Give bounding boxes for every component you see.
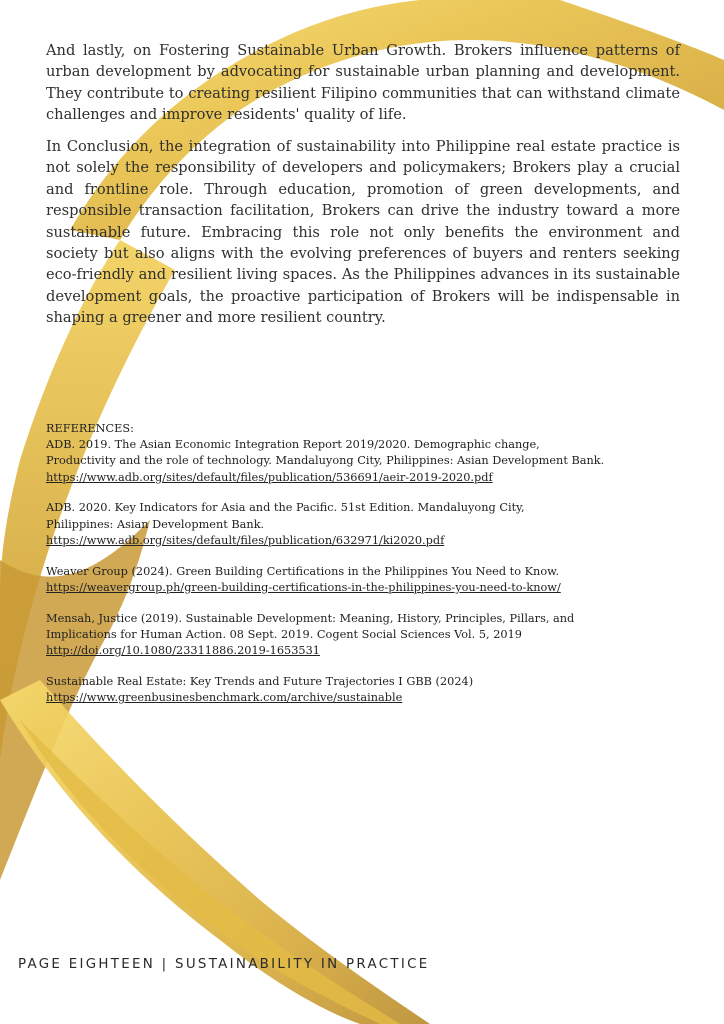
- reference-text-line: ADB. 2020. Key Indicators for Asia and the Pacific. 51st Edition. Mandaluyong City,: [46, 501, 525, 515]
- reference-text-line: Mensah, Justice (2019). Sustainable Development: Meaning, History, Principles, Pillars, and: [46, 611, 575, 625]
- reference-item: [46, 437, 686, 486]
- references-section: [46, 421, 686, 721]
- reference-text-line: Sustainable Real Estate: Key Trends and Future Trajectories I GBB (2024): [46, 674, 474, 688]
- gold-stroke-bottom-sweep: [0, 680, 430, 1024]
- reference-item: [46, 611, 686, 660]
- reference-link[interactable]: http://doi.org/10.1080/23311886.2019-1653531: [46, 644, 320, 658]
- reference-text-line: Productivity and the role of technology. Mandaluyong City, Philippines: Asian Development Bank.: [46, 454, 605, 468]
- body-paragraph-2: In Conclusion, the integration of sustainability into Philippine real estate practice is not solely the responsibility of developers and policymakers; Brokers play a crucial and frontline role. Through education, promotion of green developments, and responsible transaction facilitation, Brokers can drive the industry toward a more sustainable future. Embracing this role not only benefits the environment and society but also aligns with the evolving preferences of buyers and renters seeking eco-friendly and resilient living spaces. As the Philippines advances in its sustainable development goals, the proactive participation of Brokers will be indispensable in shaping a greener and more resilient country.: [46, 138, 680, 327]
- reference-link[interactable]: https://www.adb.org/sites/default/files/publication/632971/ki2020.pdf: [46, 533, 445, 547]
- references-heading: REFERENCES:: [46, 422, 134, 435]
- reference-text-line: ADB. 2019. The Asian Economic Integration Report 2019/2020. Demographic change,: [46, 438, 540, 452]
- body-paragraph-1: And lastly, on Fostering Sustainable Urban Growth. Brokers influence patterns of urban development by advocating for sustainable urban planning and development. They contribute to creating resilient Filipino communities that can withstand climate challenges and improve residents' quality of life.: [46, 42, 680, 124]
- reference-text-line: Implications for Human Action. 08 Sept. 2019. Cogent Social Sciences Vol. 5, 2019: [46, 627, 522, 641]
- reference-item: [46, 674, 686, 706]
- reference-text-line: Philippines: Asian Development Bank.: [46, 517, 265, 531]
- page-footer: PAGE EIGHTEEN | SUSTAINABILITY IN PRACTICE: [18, 957, 430, 972]
- reference-item: [46, 500, 686, 549]
- reference-item: [46, 564, 686, 596]
- reference-link[interactable]: https://www.greenbusinesbenchmark.com/archive/sustainable: [46, 691, 403, 705]
- reference-text-line: Weaver Group (2024). Green Building Certifications in the Philippines You Need to Know.: [46, 564, 560, 578]
- reference-link[interactable]: https://www.adb.org/sites/default/files/publication/536691/aeir-2019-2020.pdf: [46, 470, 493, 484]
- reference-link[interactable]: https://weavergroup.ph/green-building-certifications-in-the-philippines-you-need-to-know/: [46, 580, 561, 594]
